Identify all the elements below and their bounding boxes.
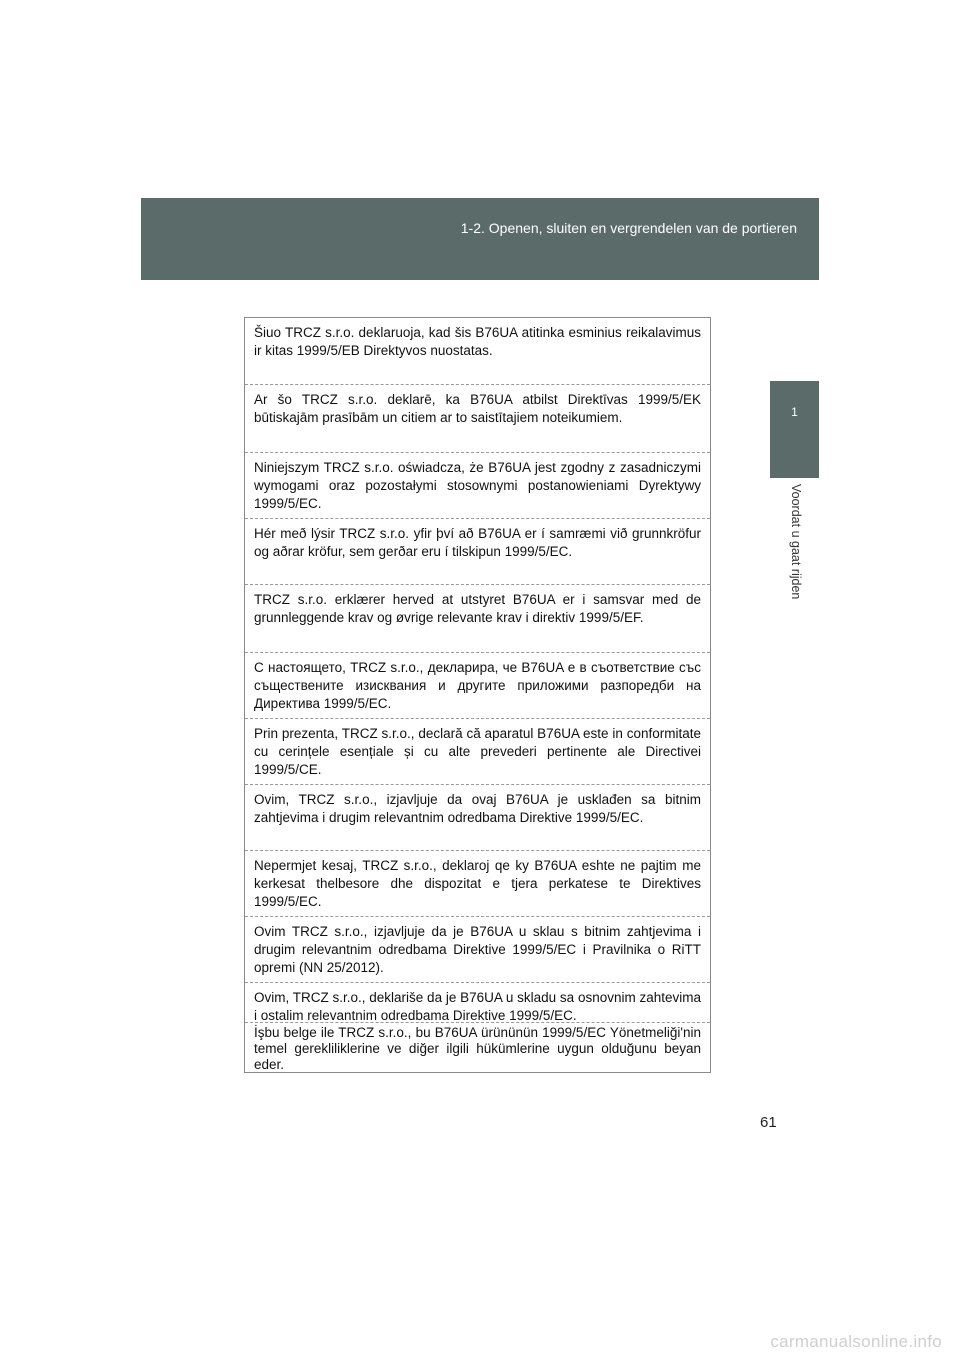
declaration-bulgarian: С настоящето, TRCZ s.r.o., декларира, че B76UA е в съответствие със съществените изисквания и другите приложими разпоредби на Директива 1999/5/ЕС. [245,652,710,718]
chapter-label-container [788,484,804,624]
declaration-croatian: Ovim TRCZ s.r.o., izjavljuje da je B76UA u sklau s bitnim zahtjevima i drugim relevantnim odredbama Direktive 1999/5/EC i Pravilnika o RiTT opremi (NN 25/2012). [245,916,710,982]
chapter-label: Voordat u gaat rijden [789,484,803,600]
chapter-tab [770,381,819,478]
declaration-romanian: Prin prezenta, TRCZ s.r.o., declară că aparatul B76UA este in conformitate cu cerințele esențiale și cu alte prevederi pertinente ale Directivei 1999/5/CE. [245,718,710,784]
section-header-band [141,198,819,280]
declaration-albanian: Nepermjet kesaj, TRCZ s.r.o., deklaroj qe ky B76UA eshte ne pajtim me kerkesat thelbesore dhe dispozitat e tjera perkatese te Direktives 1999/5/EC. [245,850,710,916]
declaration-norwegian: TRCZ s.r.o. erklærer herved at utstyret B76UA er i samsvar med de grunnleggende krav og øvrige relevante krav i direktiv 1999/5/EF. [245,584,710,652]
declaration-latvian: Ar šo TRCZ s.r.o. deklarē, ka B76UA atbilst Direktīvas 1999/5/EK būtiskajām prasībām un citiem ar to saistītajiem noteikumiem. [245,384,710,452]
page-number: 61 [760,1114,777,1131]
chapter-number: 1 [791,405,798,419]
declaration-bosnian: Ovim, TRCZ s.r.o., izjavljuje da ovaj B76UA je usklađen sa bitnim zahtjevima i drugim relevantnim odredbama Direktive 1999/5/EC. [245,784,710,850]
declaration-icelandic: Hér með lýsir TRCZ s.r.o. yfir því að B76UA er í samræmi við grunnkröfur og aðrar kröfur, sem gerðar eru í tilskipun 1999/5/EC. [245,518,710,584]
watermark: carmanualsonline.info [770,1332,942,1351]
declaration-polish: Niniejszym TRCZ s.r.o. oświadcza, że B76UA jest zgodny z zasadniczymi wymogami oraz pozostałymi stosownymi postanowieniami Dyrektywy 1999/5/EC. [245,452,710,518]
declarations-box [244,317,711,1073]
declaration-serbian: Ovim, TRCZ s.r.o., deklariše da je B76UA u skladu sa osnovnim zahtevima i ostalim relevantnim odredbama Direktive 1999/5/EC. [245,982,710,1022]
declaration-turkish: İşbu belge ile TRCZ s.r.o., bu B76UA ürününün 1999/5/EC Yönetmeliği'nin temel gerekliliklerine ve diğer ilgili hükümlerine uygun olduğunu beyan eder. [245,1022,710,1074]
declaration-lithuanian: Šiuo TRCZ s.r.o. deklaruoja, kad šis B76UA atitinka esminius reikalavimus ir kitas 1999/5/EB Direktyvos nuostatas. [254,325,701,358]
section-title: 1-2. Openen, sluiten en vergrendelen van de portieren [460,220,797,236]
